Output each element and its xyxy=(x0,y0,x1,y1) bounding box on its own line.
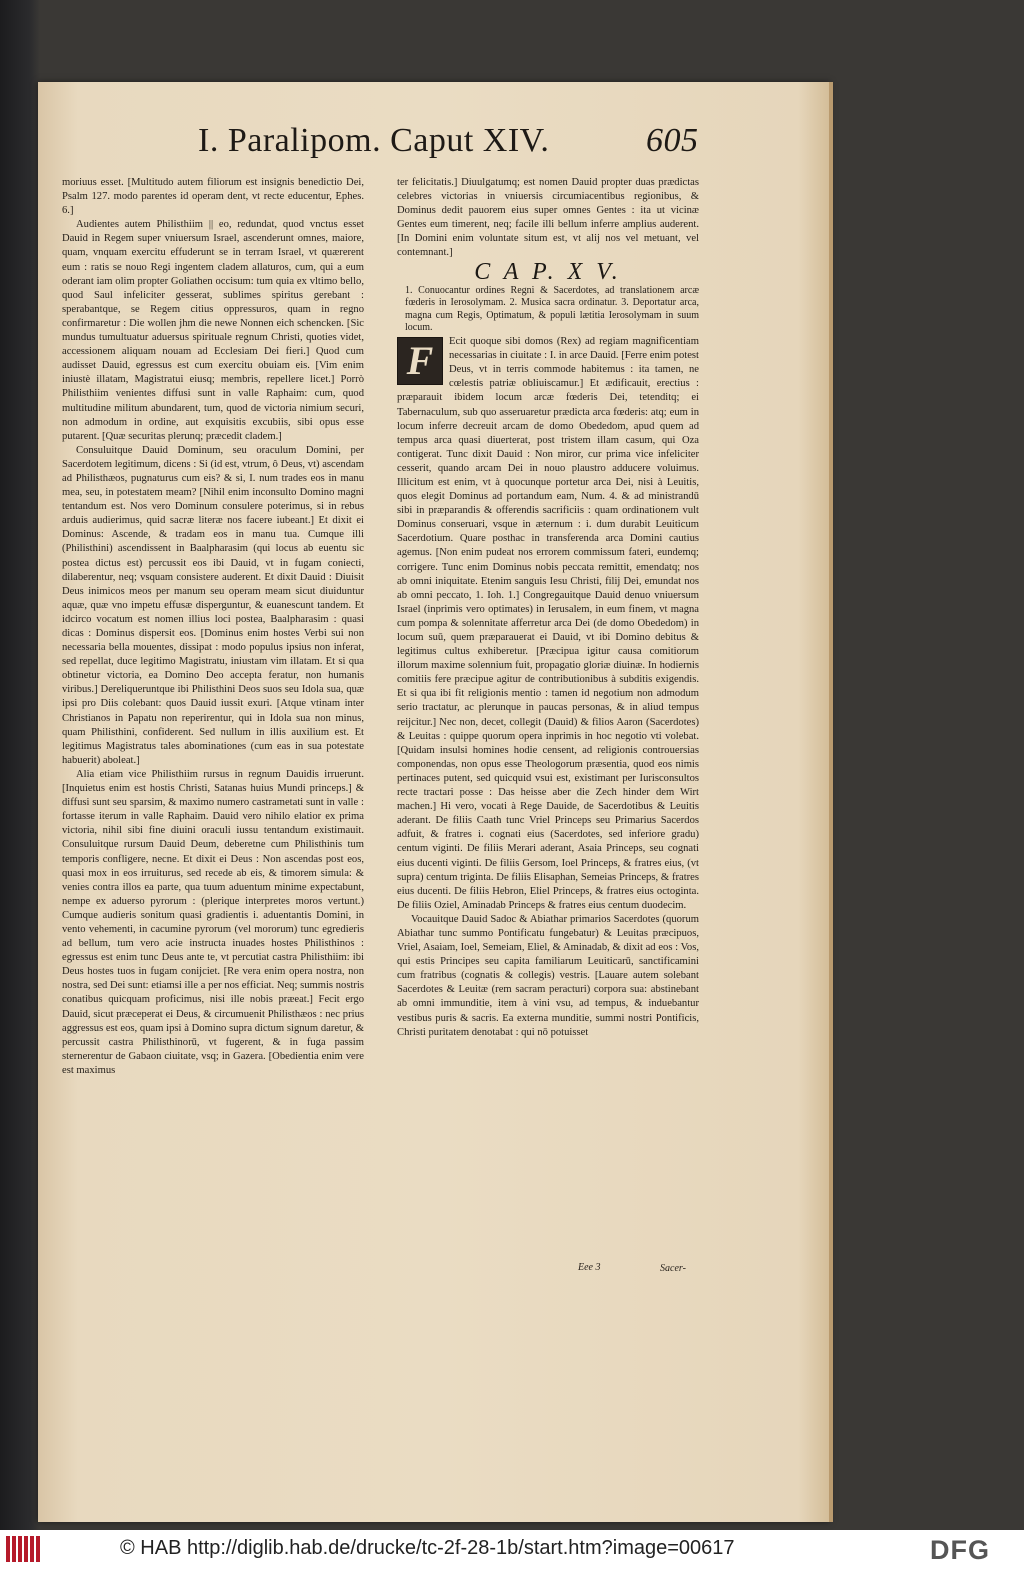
left-column xyxy=(62,176,364,1078)
chapter-body xyxy=(397,335,699,1040)
page-number: 605 xyxy=(646,122,699,159)
paragraph: Ecit quoque sibi domos (Rex) ad regiam magnificentiam necessarias in ciuitate : I. in arce Dauid. [Ferre enim potest Deus, vt in terris commode habitemus : ita tamen, ne cœlestis patriæ obliuiscamur.] Et ædificauit, erectius : præparauit ibidem locum arcæ fœderis Dei, tetenditq; ei Tabernaculum, sub quo asseruaretur prædicta arca fœderis: atq; eum in locum inferre decreuit arcam de domo Obededom, apud quem ad tempus arca quasi diuerterat, post tristem illam casum, qui Oza contigerat. Tunc dixit Dauid : Non miror, cur prima vice infeliciter cesserit, quando arcam Dei in nouo plaustro adducere voluimus. Illicitum est enim, vt à quocunque portetur arca Dei, nisi à Leuitis, quos elegit Dominus ad portandum eam, Num. 4. & ad ministrandū sibi in præparandis & offerendis sacrificiis : quam ordinationem vult Dominus conseruari, vsque in æternum : i. dum durabit Leuiticum Sacerdotium. Quare posthac in transferenda arca Domini cautius agemus. [Non enim pudeat nos errorem commissum fateri, eundemq; corrigere. Tunc enim Dominus nobis peccata remittit, emendatq; nos ab omni iniquitate. Etenim sanguis Iesu Christi, filij Dei, emundat nos ab omni peccato, 1. Ioh. 1.] Congregauitque Dauid denuo vniuersum Israel (inprimis vero optimates) in Ierusalem, in eum finem, vt magna cum pompa & solennitate afferretur arca Dei (de domo Obededom) in locum suū, quem præparauerat ei Dauid, vt ibi Domino debitus & legitimus cultus exhiberetur. [Præcipua igitur causa comitiorum illorum maxime solennium fuit, propagatio gloriæ diuinæ. In hodiernis comitiis fere præcipue agitur de contributionibus à subditis exigendis. Et si qua ibi fit religionis mentio : tamen id negotium non admodum serio tractatur, ac plerunque in paucas personas, & in aliud tempus reijcitur.] Nec non, decet, collegit (Dauid) & filios Aaron (Sacerdotes) & Leuitas : quippe quorum opera inprimis in hoc negotio vti volebat. [Quidam insulsi homines hodie censent, ad religionis controuersias componendas, non opus esse Theologorum præsentia, quod eos nimis pertinaces putent, sed quicquid vsui est, existimant per Iurisconsultos recte tractari posse : Das heisse aber die Zech hinder dem Wirt machen.] Hi vero, vocati à Rege Dauide, de Sacerdotibus & Leuitis aderant. De filiis Caath tunc Vriel Princeps seu Primarius Sacerdos adfuit, & fratres i. cognati eius (Sacerdotes, sed inferiore gradu) centum viginti. De filiis Merari aderant, Asaia Princeps, seu cognati eius ducenti viginti. De filiis Gersom, Ioel Princeps, & fratres eius, (vt supra) centum triginta. De filiis Elisaphan, Semeias Princeps, & fratres eius ducenti. De filiis Hebron, Eliel Princeps, & fratres eius octoginta. De filiis Oziel, Aminadab Princeps & fratres eius centum duodecim. xyxy=(397,336,699,911)
book-page xyxy=(38,82,830,1522)
page-title: I. Paralipom. Caput XIV. xyxy=(198,122,550,159)
source-link[interactable]: © HAB http://diglib.hab.de/drucke/tc-2f-28-1b/start.htm?image=00617 xyxy=(120,1537,735,1559)
footer-bar xyxy=(0,1530,1024,1570)
paragraph: Vocauitque Dauid Sadoc & Abiathar primarios Sacerdotes (quorum Abiathar tunc summo Pontificatu fungebatur) & Leuitas præcipuos, Vriel, Asaiam, Ioel, Semeiam, Eliel, & Aminadab, & dixit ad eos : Vos, qui estis Principes seu capita familiarum Leuiticarū, sanctificamini cum fratribus (cognatis & collegis) vestris. [Lauare autem solebant Sacerdotes & Leuitæ (rem sacram peracturi) corpora sua: abstinebant ab omni immunditie, item à vini vsu, ad tempus, & induebantur vestibus puris & sacris. Ea externa munditie, summi nostri Pontificis, Christi puritatem denotabat : qui nō potuisset xyxy=(397,913,699,1038)
dfg-logo: DFG xyxy=(930,1535,990,1565)
paragraph: moriuus esset. [Multitudo autem filiorum est insignis benedictio Dei, Psalm 127. modo parentes id operam dent, vt recte educentur, Ephes. 6.] xyxy=(62,177,364,217)
hab-logo-icon xyxy=(6,1536,46,1564)
paragraph: Audientes autem Philisthiim || eo, redundat, quod vnctus esset Dauid in Regem super vniuersum Israel, ascenderunt omnes, maiore, quam, vnquam exercitu effuderunt se in terram Israel, vt quærerent eum : ratis se nouo Regi ingentem cladem allaturos, cum, qui a eum oderant iam olim propter Goliathen occisum: tum quia ex vltimo bello, quod Saul infeliciter gesserat, sublimes spiritus gerebant : sperabantque, se Regem citius oppressuros, quam in regno confirmaretur : Die wollen jhm die newe Nonnen eich schencken. [Sic mundus tumultuatur aduersus spirituale regnum Christi, quoties videt, accessionem aliquam nouam ad Ecclesiam Dei fieri.] Quod cum audisset Dauid, egressus est cum exercitu obuiam eis. [Vim enim iniustè illatam, Magistratui eiusq; membris, repellere licet.] Porrò Philisthiim venientes diffusi sunt in valle Raphaim: cum, quod multitudine militum abundarent, tum, quod de victoria nimium securi, non admodum in ordine, aut exquisitis excubiis, sibi opus esse putarent. [Quæ securitas plerunq; præcedit cladem.] xyxy=(62,219,364,442)
right-column xyxy=(397,176,699,1040)
catchword: Sacer- xyxy=(660,1263,686,1274)
paragraph: ter felicitatis.] Diuulgatumq; est nomen Dauid propter duas prædictas celebres victorias in vniuersis circumiacentibus regionibus, & Dominus dedit pauorem eius super omnes Gentes : ita ut vicinæ Gentes eum timerent, neq; facile illi bellum inferre amplius auderent. [In Domini enim voluntate situm est, vt alij nos vel metuant, vel contemnant.] xyxy=(397,177,699,259)
chapter-heading: C A P. X V. xyxy=(474,258,622,285)
paragraph: Consuluitque Dauid Dominum, seu oraculum Domini, per Sacerdotem legitimum, dicens : Si (id est, vtrum, ô Deus, vt) ascendam ad Philisthæos, pugnaturus cum eis? & si, I. num trades eos in manu mea, seu, in potestatem meam? [Nihil enim inconsulto Domino magni tentandum est. Nos vero Dominum consulere poterimus, si in rebus arduis audierimus, quid sacræ literæ nos facere iubeant.] Et dixit ei Dominus: Ascende, & tradam eos in manu tua. Cumque illi (Philisthini) ascendissent in Baalpharasim (qui locus ab euentu sic postea dictus est) percussit eos ibi Dauid, vt in fugam coniecti, dilaberentur, neq; vsquam consistere auderent. Et dixit Dauid : Diuisit Deus inimicos meos per manum seu operam meam sicut diuiduntur aquæ, quæ vno impetu effusæ disperguntur, & euanescunt tandem. Et idcirco vocatum est nomen illius loci postea, Baalpharasim : quasi dicas : Dominus dispersit eos. [Dominus enim hostes Verbi sui non necessaria bella mouentes, dissipat : modo populus ipsius non inferat, sed repellat, duce legitimo Magistratu, iniustam vim illatam. Et si qua obtinetur victoria, ea Domino Deo accepta feratur, non humanis viribus.] Dereliqueruntque ibi Philisthini Deos suos seu Idola sua, quæ ipsi pro Diis colebant: quos Dauid iussit exuri. [Atque vtinam inter Christianos in Papatu non reperirentur, qui in Idola sua non minus, quam Philisthini, confiderent. Sed nullum in illis auxilium est. Et legitimus Magistratus tales abominationes (cum eas in sua potestate habuerit) aboleat.] xyxy=(62,444,364,766)
page-edge xyxy=(829,82,833,1522)
signature-mark: Eee 3 xyxy=(578,1262,601,1273)
paragraph: Alia etiam vice Philisthiim rursus in regnum Dauidis irruerunt. [Inquietus enim est hostis Christi, Satanas huius Mundi princeps.] & diffusi sunt seu sparsim, & maximo numero castrametati sunt in valle : fortasse iterum in valle Raphaim. Dauid vero nihilo elatior ex prima victoria, nihil sibi fine diuini oraculi iussu tentandum existimauit. Consuluitque rursum Dauid Deum, deberetne cum Philisthinis tum temporis confligere, necne. Et dixit ei Deus : Non ascendas post eos, quasi mox in eos irruiturus, sed recede ab eis, & timorem simula: & venies contra illos ea parte, qua tuum aduentum minime expectabunt, nempe ex aduerso pyrorum : (plerique interpretes moros vertunt.) Cumque audieris sonitum quasi gradientis i. aduentantis Domini, in vento vehementi, in cacumine pyrorum (vel mororum) tunc egredieris ad bellum, tum vero acie instructa inuades hostes Philisthinos : egressus est enim tunc Deus ante te, vt percutiat castra Philisthiim: ibi Deus hostes tuos in fugam conijciet. [Re vera enim opera nostra, non nostra, sed Dei sunt: etiamsi ille a per nos efficiat. Neq; summis nostris conatibus quicquam proficimus, nisi ille nobis præeat.] Fecit ergo Dauid, sicut præceperat ei Deus, & circumuenit Philisthæos : nec prius aggressus est eos, quam ipsi à Domino supra dictum signum daretur, & percussit castra Philisthinorū, vt fugerent, & in fuga passim sternerentur de Gabaon ciuitate, vsq; in Gazera. [Obedientia enim vere est maximus xyxy=(62,768,364,1076)
chapter-summary: 1. Conuocantur ordines Regni & Sacerdotes, ad translationem arcæ fœderis in Ierosolymam. 2. Musica sacra ordinatur. 3. Deportatur arca, magna cum Regis, Optimatum, & populi lætitia Ierosolymam in suum locum. xyxy=(405,284,699,334)
drop-cap: F xyxy=(397,337,443,385)
